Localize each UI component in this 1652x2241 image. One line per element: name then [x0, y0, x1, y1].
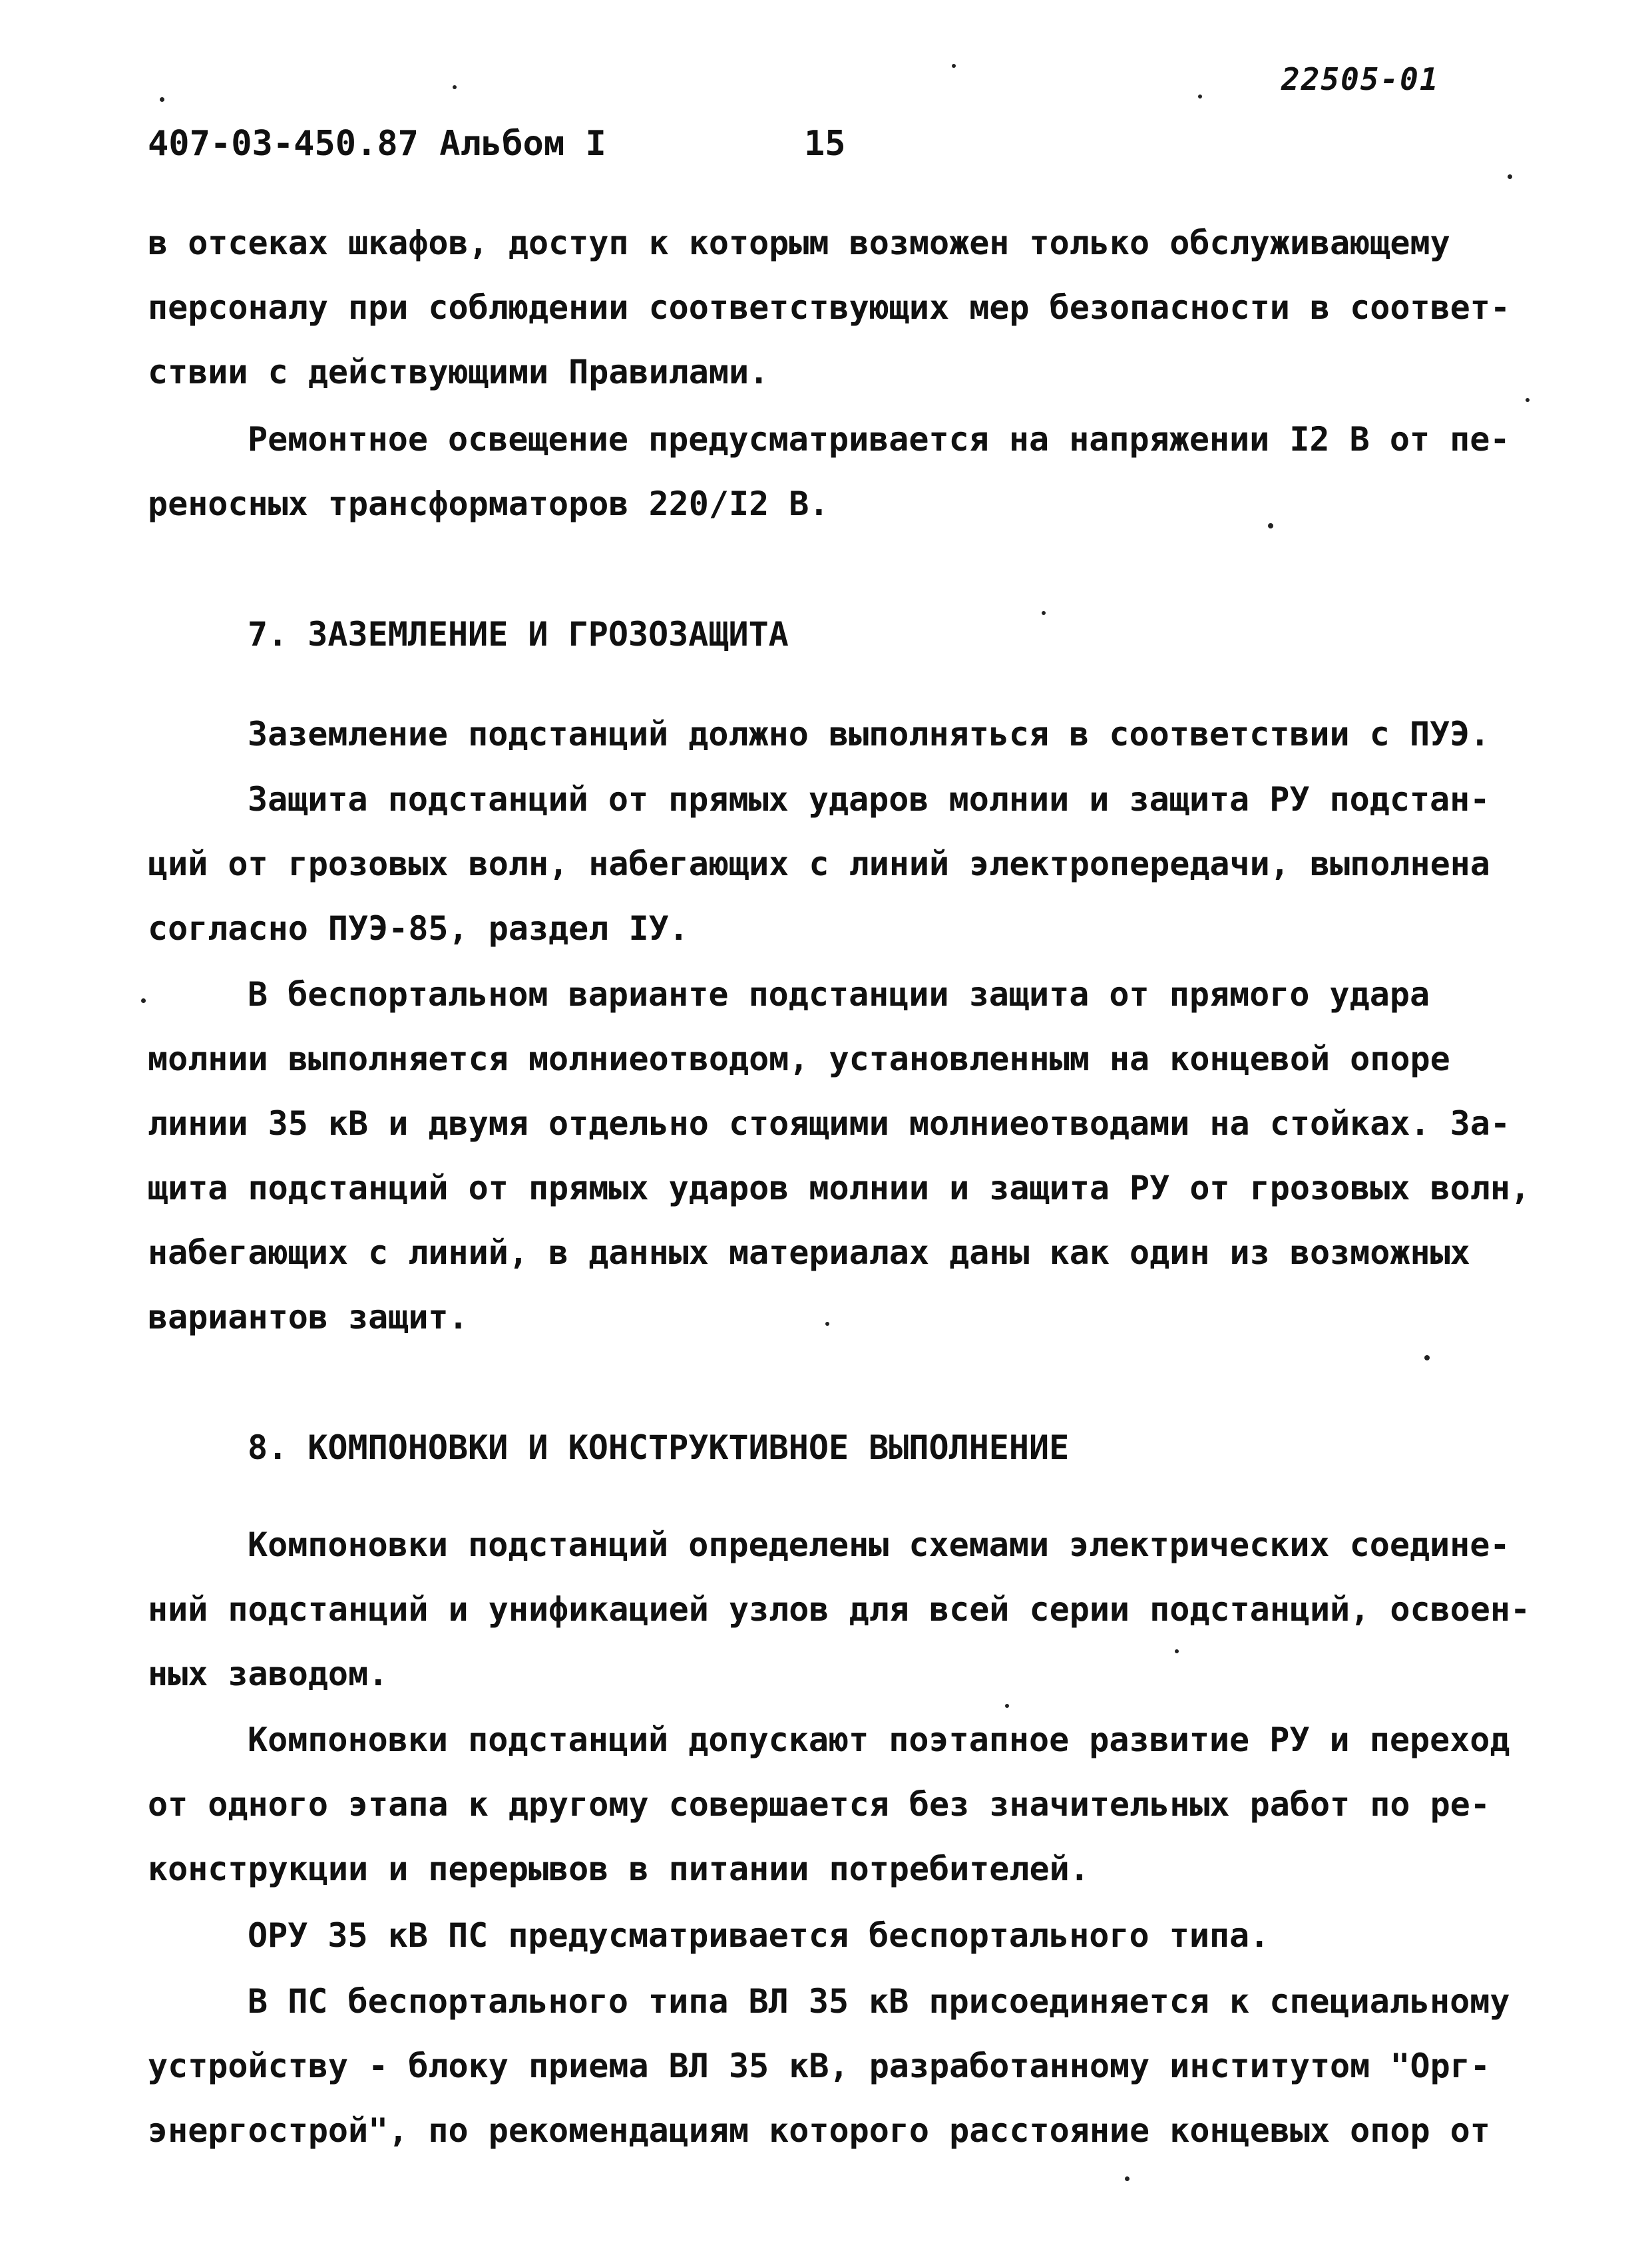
text-line: ОРУ 35 кВ ПС предусматривается беспортального типа. [248, 1916, 1270, 1955]
page-number: 15 [804, 124, 846, 164]
scan-speck [1005, 1704, 1009, 1708]
text-line: набегающих с линий, в данных материалах даны как один из возможных [148, 1233, 1470, 1272]
text-line: Заземление подстанций должно выполняться в соответствии с ПУЭ. [248, 715, 1490, 753]
text-line: В беспортальном варианте подстанции защита от прямого удара [248, 975, 1430, 1014]
scan-speck [1424, 1355, 1430, 1360]
document-code: 22505-01 [1281, 61, 1440, 97]
text-line: в отсеках шкафов, доступ к которым возможен только обслуживающему [148, 224, 1450, 262]
text-line: щита подстанций от прямых ударов молнии и защита РУ от грозовых волн, [148, 1169, 1531, 1207]
scan-speck [1268, 523, 1273, 528]
text-line: линии 35 кВ и двумя отдельно стоящими молниеотводами на стойках. За- [148, 1104, 1510, 1143]
text-line: Компоновки подстанций допускают поэтапное развитие РУ и переход [248, 1721, 1510, 1759]
scan-speck [1198, 95, 1202, 99]
scan-speck [1042, 611, 1046, 615]
text-line: согласно ПУЭ-85, раздел IУ. [148, 909, 689, 948]
album-reference: 407-03-450.87 Альбом I [148, 124, 606, 164]
scan-speck [1175, 1649, 1179, 1653]
text-line: энергострой", по рекомендациям которого расстояние концевых опор от [148, 2111, 1490, 2150]
text-line: Ремонтное освещение предусматривается на напряжении I2 В от пе- [248, 420, 1510, 459]
text-line: ний подстанций и унификацией узлов для всей серии подстанций, освоен- [148, 1590, 1531, 1629]
text-line: ных заводом. [148, 1655, 389, 1693]
text-line: Компоновки подстанций определены схемами электрических соедине- [248, 1526, 1510, 1564]
scan-speck [1526, 398, 1530, 402]
text-line: молнии выполняется молниеотводом, установленным на концевой опоре [148, 1040, 1450, 1078]
text-line: конструкции и перерывов в питании потребителей. [148, 1850, 1090, 1888]
scan-speck [141, 998, 146, 1003]
text-line: устройству - блоку приема ВЛ 35 кВ, разработанному институтом "Орг- [148, 2047, 1490, 2085]
scan-speck [825, 1322, 829, 1326]
text-line: от одного этапа к другому совершается без значительных работ по ре- [148, 1785, 1490, 1824]
text-line: ций от грозовых волн, набегающих с линий электропередачи, выполнена [148, 845, 1490, 883]
scan-speck [952, 64, 956, 68]
text-line: В ПС беспортального типа ВЛ 35 кВ присоединяется к специальному [248, 1982, 1510, 2021]
scan-speck [1508, 174, 1512, 179]
text-line: вариантов защит. [148, 1298, 469, 1336]
section-heading: 7. ЗАЗЕМЛЕНИЕ И ГРОЗОЗАЩИТА [248, 615, 789, 654]
section-heading: 8. КОМПОНОВКИ И КОНСТРУКТИВНОЕ ВЫПОЛНЕНИЕ [248, 1428, 1070, 1467]
scan-speck [1125, 2176, 1130, 2181]
scan-speck [453, 85, 457, 89]
text-line: персоналу при соблюдении соответствующих мер безопасности в соответ- [148, 288, 1510, 327]
text-line: реносных трансформаторов 220/I2 В. [148, 485, 829, 523]
text-line: Защита подстанций от прямых ударов молнии и защита РУ подстан- [248, 780, 1490, 819]
text-line: ствии с действующими Правилами. [148, 353, 769, 391]
scan-speck [160, 97, 164, 102]
